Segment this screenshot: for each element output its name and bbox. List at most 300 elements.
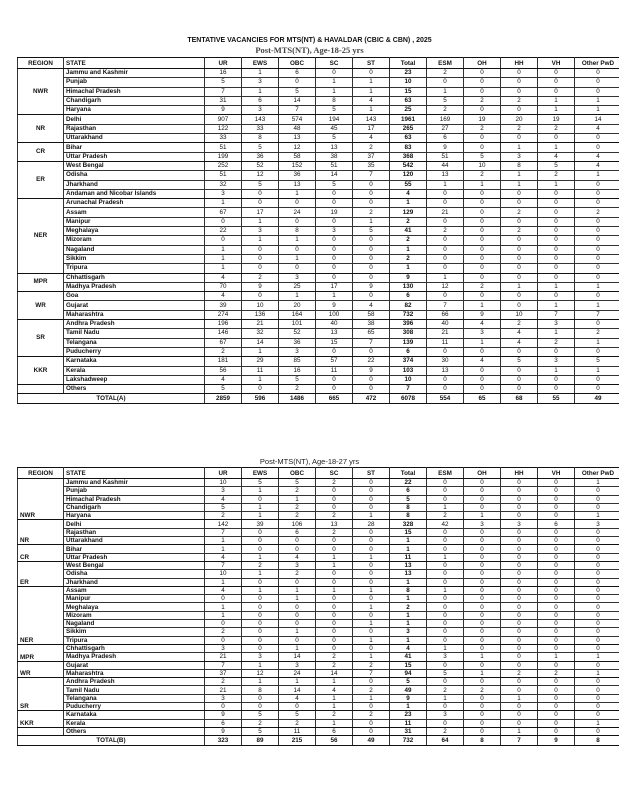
value-cell: 0 — [353, 727, 390, 735]
value-cell: 11 — [316, 366, 353, 375]
value-cell: 85 — [279, 357, 316, 366]
value-cell: 0 — [501, 512, 538, 520]
column-header: ESM — [427, 58, 464, 69]
table-row — [18, 578, 619, 586]
value-cell: 0 — [538, 719, 575, 727]
value-cell: 0 — [575, 586, 619, 594]
value-cell: 9 — [464, 310, 501, 319]
state-cell: Andaman and Nicobar Islands — [64, 189, 205, 198]
value-cell: 8 — [279, 227, 316, 236]
value-cell: 0 — [538, 595, 575, 603]
value-cell: 2 — [501, 320, 538, 329]
value-cell: 24 — [279, 669, 316, 677]
value-cell: 9 — [205, 106, 242, 115]
value-cell: 0 — [538, 561, 575, 569]
value-cell: 1 — [575, 653, 619, 661]
value-cell: 0 — [316, 570, 353, 578]
value-cell: 0 — [427, 479, 464, 487]
value-cell: 44 — [427, 161, 464, 170]
value-cell: 6 — [279, 69, 316, 78]
value-cell: 0 — [575, 686, 619, 694]
total-cell: 265 — [390, 124, 427, 133]
value-cell: 0 — [427, 611, 464, 619]
value-cell: 6 — [316, 727, 353, 735]
value-cell: 3 — [538, 320, 575, 329]
value-cell: 0 — [575, 628, 619, 636]
value-cell: 1 — [353, 78, 390, 87]
value-cell: 0 — [501, 661, 538, 669]
value-cell: 3 — [205, 694, 242, 702]
value-cell: 8 — [316, 96, 353, 105]
value-cell: 4 — [575, 124, 619, 133]
value-cell: 0 — [538, 78, 575, 87]
value-cell: 0 — [353, 628, 390, 636]
value-cell: 0 — [464, 644, 501, 652]
value-cell: 4 — [205, 273, 242, 282]
value-cell: 17 — [242, 208, 279, 217]
value-cell: 0 — [464, 385, 501, 394]
value-cell: 2 — [538, 669, 575, 677]
value-cell: 2 — [538, 171, 575, 180]
total-cell: 11 — [390, 719, 427, 727]
value-cell: 35 — [353, 161, 390, 170]
value-cell: 1 — [279, 595, 316, 603]
table-row — [18, 69, 619, 78]
value-cell: 0 — [538, 620, 575, 628]
value-cell: 101 — [279, 320, 316, 329]
value-cell: 0 — [575, 320, 619, 329]
table-row — [18, 603, 619, 611]
total-value-cell: 8 — [464, 736, 501, 746]
value-cell: 0 — [464, 586, 501, 594]
value-cell: 2 — [316, 479, 353, 487]
table-row — [18, 653, 619, 661]
total-cell: 1 — [390, 595, 427, 603]
value-cell: 51 — [427, 152, 464, 161]
value-cell: 0 — [427, 487, 464, 495]
value-cell: 0 — [464, 69, 501, 78]
value-cell: 3 — [205, 644, 242, 652]
value-cell: 0 — [316, 644, 353, 652]
table-row — [18, 620, 619, 628]
total-value-cell: 8 — [575, 736, 619, 746]
value-cell: 4 — [353, 96, 390, 105]
value-cell: 0 — [501, 106, 538, 115]
value-cell: 14 — [575, 115, 619, 124]
value-cell: 14 — [279, 686, 316, 694]
column-header: REGION — [18, 58, 64, 69]
value-cell: 3 — [427, 711, 464, 719]
value-cell: 0 — [427, 628, 464, 636]
value-cell: 3 — [464, 520, 501, 528]
table-row — [18, 570, 619, 578]
total-cell: 368 — [390, 152, 427, 161]
value-cell: 2 — [353, 686, 390, 694]
value-cell: 0 — [353, 495, 390, 503]
state-cell: Kerala — [64, 719, 205, 727]
column-header: Total — [390, 468, 427, 479]
value-cell: 0 — [464, 134, 501, 143]
total-cell: 542 — [390, 161, 427, 170]
state-cell: Assam — [64, 586, 205, 594]
value-cell: 2 — [427, 69, 464, 78]
value-cell: 0 — [464, 537, 501, 545]
value-cell: 0 — [353, 245, 390, 254]
total-value-cell: 2859 — [205, 394, 242, 404]
total-cell: 103 — [390, 366, 427, 375]
value-cell: 0 — [538, 570, 575, 578]
value-cell: 0 — [242, 254, 279, 263]
total-cell: 94 — [390, 669, 427, 677]
value-cell: 0 — [427, 245, 464, 254]
column-header: ST — [353, 58, 390, 69]
table-row — [18, 375, 619, 384]
value-cell: 15 — [316, 338, 353, 347]
value-cell: 5 — [279, 711, 316, 719]
value-cell: 10 — [205, 570, 242, 578]
value-cell: 122 — [205, 124, 242, 133]
value-cell: 13 — [316, 143, 353, 152]
value-cell: 2 — [427, 227, 464, 236]
value-cell: 1 — [427, 644, 464, 652]
value-cell: 14 — [279, 653, 316, 661]
value-cell: 574 — [279, 115, 316, 124]
value-cell: 12 — [427, 282, 464, 291]
value-cell: 0 — [316, 385, 353, 394]
value-cell: 4 — [575, 152, 619, 161]
vacancy-table-age-18-25 — [17, 57, 619, 404]
table-row — [18, 292, 619, 301]
value-cell: 0 — [464, 661, 501, 669]
value-cell: 1 — [538, 143, 575, 152]
table-row — [18, 385, 619, 394]
value-cell: 5 — [242, 180, 279, 189]
table-row — [18, 528, 619, 536]
value-cell: 0 — [279, 578, 316, 586]
value-cell: 3 — [538, 357, 575, 366]
value-cell: 0 — [575, 134, 619, 143]
value-cell: 12 — [242, 171, 279, 180]
table-row — [18, 644, 619, 652]
value-cell: 0 — [427, 636, 464, 644]
table-row — [18, 479, 619, 487]
value-cell: 0 — [575, 78, 619, 87]
value-cell: 0 — [279, 245, 316, 254]
value-cell: 0 — [501, 611, 538, 619]
value-cell: 0 — [538, 199, 575, 208]
value-cell: 24 — [279, 208, 316, 217]
total-cell: 328 — [390, 520, 427, 528]
value-cell: 29 — [242, 357, 279, 366]
value-cell: 0 — [242, 537, 279, 545]
value-cell: 0 — [575, 189, 619, 198]
region-cell: NR — [18, 115, 64, 143]
state-cell: Puducherry — [64, 703, 205, 711]
value-cell: 0 — [464, 678, 501, 686]
value-cell: 22 — [205, 227, 242, 236]
value-cell: 11 — [242, 366, 279, 375]
value-cell: 0 — [575, 620, 619, 628]
region-cell: KKR — [18, 711, 64, 728]
value-cell: 13 — [279, 180, 316, 189]
value-cell: 9 — [205, 727, 242, 735]
state-cell: Tripura — [64, 264, 205, 273]
value-cell: 0 — [538, 545, 575, 553]
value-cell: 0 — [538, 487, 575, 495]
value-cell: 0 — [427, 385, 464, 394]
value-cell: 2 — [501, 669, 538, 677]
value-cell: 0 — [427, 495, 464, 503]
value-cell: 5 — [242, 711, 279, 719]
value-cell: 3 — [575, 520, 619, 528]
value-cell: 0 — [427, 537, 464, 545]
total-cell: 63 — [390, 134, 427, 143]
value-cell: 1 — [242, 487, 279, 495]
value-cell: 0 — [538, 264, 575, 273]
region-cell: MPR — [18, 644, 64, 661]
value-cell: 0 — [575, 603, 619, 611]
total-value-cell: 9 — [538, 736, 575, 746]
value-cell: 0 — [279, 217, 316, 226]
state-cell: Andhra Pradesh — [64, 320, 205, 329]
value-cell: 1 — [279, 292, 316, 301]
value-cell: 1 — [242, 69, 279, 78]
value-cell: 3 — [242, 78, 279, 87]
value-cell: 0 — [575, 254, 619, 263]
value-cell: 142 — [205, 520, 242, 528]
state-cell: Madhya Pradesh — [64, 653, 205, 661]
value-cell: 0 — [538, 236, 575, 245]
value-cell: 32 — [205, 180, 242, 189]
value-cell: 11 — [427, 338, 464, 347]
value-cell: 0 — [575, 273, 619, 282]
value-cell: 0 — [279, 199, 316, 208]
table-row — [18, 512, 619, 520]
value-cell: 0 — [538, 479, 575, 487]
value-cell: 17 — [316, 282, 353, 291]
value-cell: 48 — [279, 124, 316, 133]
value-cell: 0 — [427, 545, 464, 553]
value-cell: 0 — [353, 545, 390, 553]
value-cell: 0 — [538, 703, 575, 711]
total-cell: 129 — [390, 208, 427, 217]
table-row — [18, 347, 619, 356]
value-cell: 2 — [316, 661, 353, 669]
value-cell: 0 — [501, 595, 538, 603]
value-cell: 143 — [242, 115, 279, 124]
total-cell: 2 — [390, 254, 427, 263]
region-cell: ER — [18, 161, 64, 198]
value-cell: 0 — [464, 553, 501, 561]
state-cell: Meghalaya — [64, 603, 205, 611]
value-cell: 0 — [464, 503, 501, 511]
value-cell: 1 — [279, 644, 316, 652]
total-cell: 2 — [390, 217, 427, 226]
state-cell: Nagaland — [64, 245, 205, 254]
table-row — [18, 636, 619, 644]
value-cell: 16 — [279, 366, 316, 375]
value-cell: 0 — [538, 254, 575, 263]
value-cell: 1 — [501, 143, 538, 152]
state-cell: Chhattisgarh — [64, 273, 205, 282]
value-cell: 11 — [279, 727, 316, 735]
total-cell: 1 — [390, 264, 427, 273]
value-cell: 0 — [316, 273, 353, 282]
value-cell: 2 — [353, 711, 390, 719]
value-cell: 1 — [501, 171, 538, 180]
value-cell: 0 — [464, 199, 501, 208]
value-cell: 1 — [575, 512, 619, 520]
value-cell: 4 — [464, 320, 501, 329]
state-cell: Odisha — [64, 171, 205, 180]
value-cell: 36 — [242, 152, 279, 161]
value-cell: 2 — [464, 96, 501, 105]
value-cell: 0 — [242, 620, 279, 628]
value-cell: 0 — [353, 254, 390, 263]
table-row — [18, 678, 619, 686]
state-cell: Gujarat — [64, 661, 205, 669]
value-cell: 1 — [242, 553, 279, 561]
value-cell: 2 — [279, 570, 316, 578]
state-cell: Jammu and Kashmir — [64, 479, 205, 487]
value-cell: 1 — [538, 96, 575, 105]
total-cell: 1 — [390, 578, 427, 586]
table-row — [18, 199, 619, 208]
value-cell: 1 — [575, 669, 619, 677]
state-cell: Karnataka — [64, 711, 205, 719]
value-cell: 0 — [316, 69, 353, 78]
value-cell: 0 — [316, 595, 353, 603]
value-cell: 2 — [464, 124, 501, 133]
value-cell: 7 — [205, 561, 242, 569]
value-cell: 1 — [316, 678, 353, 686]
total-cell: 15 — [390, 661, 427, 669]
value-cell: 2 — [205, 628, 242, 636]
value-cell: 1 — [538, 301, 575, 310]
total-value-cell: 665 — [316, 394, 353, 404]
total-cell: 139 — [390, 338, 427, 347]
value-cell: 1 — [205, 264, 242, 273]
region-cell: NER — [18, 586, 64, 644]
value-cell: 0 — [538, 385, 575, 394]
value-cell: 0 — [538, 603, 575, 611]
value-cell: 0 — [575, 553, 619, 561]
value-cell: 13 — [427, 366, 464, 375]
column-header: OBC — [279, 468, 316, 479]
value-cell: 5 — [501, 357, 538, 366]
value-cell: 0 — [316, 503, 353, 511]
value-cell: 5 — [316, 134, 353, 143]
value-cell: 0 — [427, 595, 464, 603]
value-cell: 0 — [501, 628, 538, 636]
value-cell: 0 — [575, 528, 619, 536]
value-cell: 0 — [501, 561, 538, 569]
value-cell: 0 — [353, 719, 390, 727]
table2-body — [18, 479, 619, 746]
table-row — [18, 217, 619, 226]
value-cell: 1 — [427, 180, 464, 189]
table-row — [18, 245, 619, 254]
value-cell: 1 — [242, 375, 279, 384]
value-cell: 0 — [353, 611, 390, 619]
value-cell: 0 — [464, 711, 501, 719]
value-cell: 1 — [575, 282, 619, 291]
value-cell: 22 — [353, 357, 390, 366]
value-cell: 1 — [353, 653, 390, 661]
state-cell: Chandigarh — [64, 96, 205, 105]
value-cell: 0 — [353, 69, 390, 78]
value-cell: 37 — [205, 669, 242, 677]
value-cell: 0 — [427, 254, 464, 263]
value-cell: 1 — [205, 254, 242, 263]
column-header: UR — [205, 468, 242, 479]
value-cell: 1 — [501, 694, 538, 702]
value-cell: 0 — [575, 87, 619, 96]
column-header: ESM — [427, 468, 464, 479]
value-cell: 1 — [205, 545, 242, 553]
value-cell: 0 — [205, 620, 242, 628]
value-cell: 13 — [316, 329, 353, 338]
table-row — [18, 661, 619, 669]
value-cell: 0 — [279, 537, 316, 545]
value-cell: 38 — [316, 152, 353, 161]
value-cell: 0 — [538, 644, 575, 652]
state-cell: Madhya Pradesh — [64, 282, 205, 291]
total-cell: 4 — [390, 644, 427, 652]
table-row — [18, 545, 619, 553]
table-row — [18, 115, 619, 124]
value-cell: 10 — [501, 310, 538, 319]
value-cell: 0 — [538, 69, 575, 78]
table1-header-row — [18, 58, 619, 69]
value-cell: 2 — [575, 329, 619, 338]
value-cell: 2 — [538, 124, 575, 133]
value-cell: 1 — [538, 106, 575, 115]
value-cell: 32 — [242, 329, 279, 338]
region-cell — [18, 385, 64, 394]
value-cell: 0 — [353, 479, 390, 487]
value-cell: 8 — [501, 161, 538, 170]
total-value-cell: 56 — [316, 736, 353, 746]
value-cell: 4 — [464, 357, 501, 366]
state-cell: Haryana — [64, 512, 205, 520]
value-cell: 0 — [464, 366, 501, 375]
total-cell: 25 — [390, 106, 427, 115]
column-header: STATE — [64, 58, 205, 69]
value-cell: 0 — [501, 78, 538, 87]
value-cell: 0 — [464, 719, 501, 727]
value-cell: 0 — [427, 375, 464, 384]
total-value-cell: 472 — [353, 394, 390, 404]
value-cell: 1 — [279, 628, 316, 636]
value-cell: 4 — [353, 134, 390, 143]
value-cell: 1 — [501, 282, 538, 291]
table-row — [18, 171, 619, 180]
state-cell: Himachal Pradesh — [64, 495, 205, 503]
value-cell: 10 — [242, 301, 279, 310]
value-cell: 0 — [575, 487, 619, 495]
value-cell: 0 — [538, 586, 575, 594]
value-cell: 1 — [353, 106, 390, 115]
value-cell: 4 — [538, 152, 575, 161]
value-cell: 169 — [427, 115, 464, 124]
state-cell: Haryana — [64, 106, 205, 115]
region-cell: NR — [18, 520, 64, 545]
total-cell: 63 — [390, 96, 427, 105]
value-cell: 0 — [427, 264, 464, 273]
column-header: HH — [501, 468, 538, 479]
value-cell: 0 — [464, 727, 501, 735]
